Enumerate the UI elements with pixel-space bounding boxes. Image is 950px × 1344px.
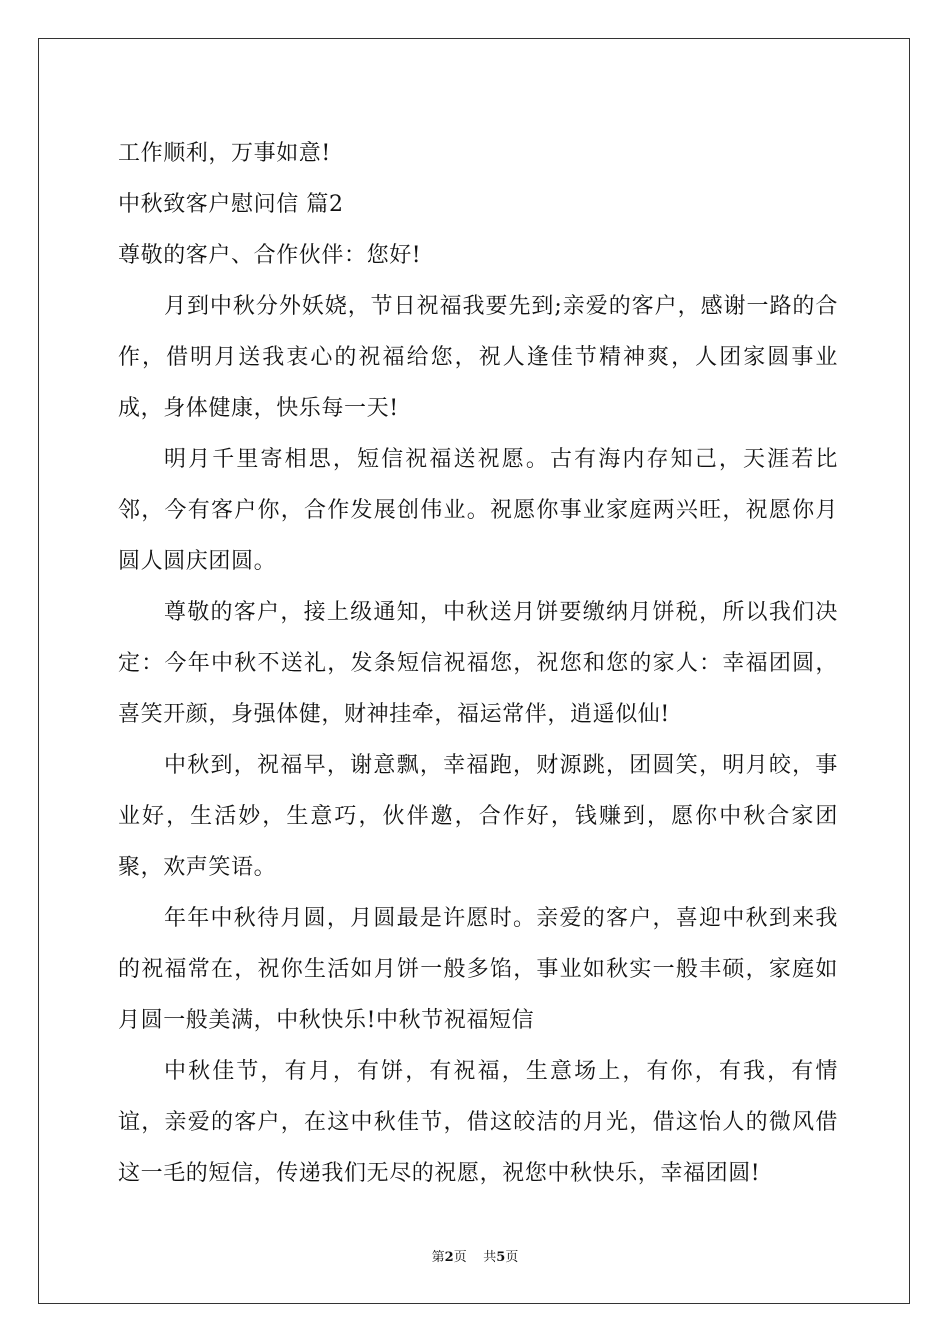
page-footer [0, 1246, 950, 1265]
page-prefix: 第 [431, 1250, 445, 1265]
page-current: 2 [444, 1250, 454, 1265]
page-suffix: 页 [453, 1250, 467, 1265]
document-body [118, 128, 838, 1199]
paragraph: 明月千里寄相思，短信祝福送祝愿。古有海内存知己，天涯若比邻，今有客户你，合作发展创伟业。祝愿你事业家庭两兴旺，祝愿你月圆人圆庆团圆。 [118, 447, 838, 574]
paragraph: 月到中秋分外妖娆，节日祝福我要先到;亲爱的客户，感谢一路的合作，借明月送我衷心的祝福给您，祝人逢佳节精神爽，人团家圆事业成，身体健康，快乐每一天! [118, 294, 838, 421]
paragraph: 年年中秋待月圆，月圆最是许愿时。亲爱的客户，喜迎中秋到来我的祝福常在，祝你生活如月饼一般多馅，事业如秋实一般丰硕，家庭如月圆一般美满，中秋快乐!中秋节祝福短信 [118, 906, 838, 1033]
closing-line: 工作顺利，万事如意! [118, 141, 331, 166]
section-title: 中秋致客户慰问信 篇2 [118, 192, 344, 217]
paragraph: 尊敬的客户，接上级通知，中秋送月饼要缴纳月饼税，所以我们决定：今年中秋不送礼，发条短信祝福您，祝您和您的家人：幸福团圆，喜笑开颜，身强体健，财神挂牵，福运常伴，逍遥似仙! [118, 600, 838, 727]
total-pages: 5 [496, 1250, 506, 1265]
paragraph: 中秋佳节，有月，有饼，有祝福，生意场上，有你，有我，有情谊，亲爱的客户，在这中秋佳节，借这皎洁的月光，借这怡人的微风借这一毛的短信，传递我们无尽的祝愿，祝您中秋快乐，幸福团圆! [118, 1059, 838, 1186]
salutation: 尊敬的客户、合作伙伴：您好! [118, 243, 422, 268]
total-suffix: 页 [505, 1250, 519, 1265]
paragraph: 中秋到，祝福早，谢意飘，幸福跑，财源跳，团圆笑，明月皎，事业好，生活妙，生意巧，伙伴邀，合作好，钱赚到，愿你中秋合家团聚，欢声笑语。 [118, 753, 838, 880]
total-prefix: 共 [483, 1250, 497, 1265]
